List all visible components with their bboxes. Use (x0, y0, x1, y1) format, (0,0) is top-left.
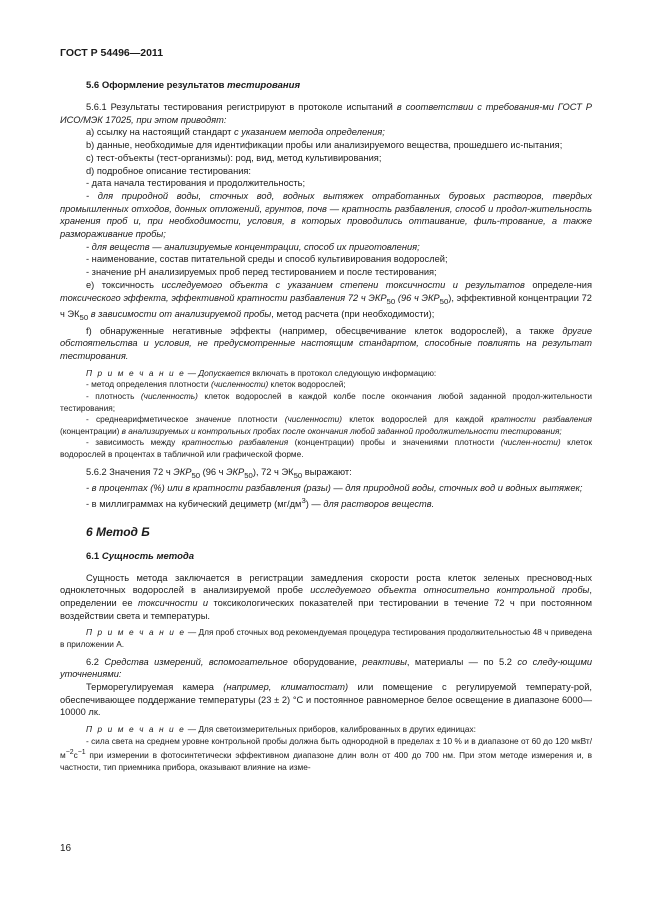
section-6-heading: 6 Метод Б (86, 524, 150, 539)
note-5-6-item-1: - метод определения плотности (численности) клеток водорослей; (86, 379, 346, 390)
paragraph-5-6-2: 5.6.2 Значения 72 ч $ЭКР_{50}$ (96 ч $ЭКР_{50}$), 72 ч $ЭК_{50}$ выражают: (86, 466, 352, 480)
item-d-3: - для веществ — анализируемые концентрации, способ их приготовления; (86, 241, 420, 252)
note-6-2-item-1: - сила света на среднем уровне контрольной пробы должна быть однородной в пределах ± 10 % и в диапазоне от 60 до 120 мкВт/$м^{-2}с^{-1}$ при измерении в фотосинтетически эффективном диапазоне длин волн от 400 до 700 нм. При этом методе измерения и, в частности, тип приемника прибора, оказывают влияние на изме- (60, 735, 592, 772)
item-f: f) обнаруженные негативные эффекты (например, обесцвечивание клеток водорослей), а также другие обстоятельства и условия, не предусмотренные настоящим стандартом, способные повлиять на результат тестирования. (60, 325, 592, 362)
paragraph-5-6-2-item-1: - в процентах (%) или в кратности разбавления (разы) — для природной воды, сточных вод и водных вытяжек; (86, 483, 583, 494)
item-d-2: - для природной воды, сточных вод, водных вытяжек отработанных буровых растворов, твердых промышленных отходов, донных отложений, грунтов, почв — кратность разбавления, способ и продол-жительность хранения проб и, при необходимости, условия, в которых проводились оттаивание, филь-трование, а также размораживание пробы; (60, 190, 592, 240)
note-6-2: П р и м е ч а н и е — Для светоизмерительных приборов, калиброванных в других единицах: (86, 724, 476, 735)
section-5-6-heading: 5.6 Оформление результатов тестирования (86, 80, 301, 91)
page-content (60, 80, 592, 773)
standard-header: ГОСТ Р 54496—2011 (60, 47, 164, 59)
note-5-6-item-2: - плотность (численность) клеток водорослей в каждой колбе после окончания любой заданной продол-жительности тестирования; (60, 390, 593, 413)
note-5-6: П р и м е ч а н и е — Допускается включать в протокол следующую информацию: (86, 367, 437, 378)
paragraph-6-2-chamber: Терморегулируемая камера (например, климатостат) или помещение с регулируемой температу-рой, обеспечивающее поддержание температуры (23 ± 2) °С и постоянное равномерное белое освещение в диапазоне 6000—10000 лк. (60, 682, 592, 718)
item-d-4: - наименование, состав питательной среды и способ культивирования водорослей; (86, 254, 448, 265)
section-6-1-heading: 6.1 Сущность метода (86, 550, 195, 562)
page-number: 16 (60, 843, 72, 854)
item-e: е) токсичность исследуемого объекта с указанием степени токсичности и результатов определе-ния токсического эффекта, эффективной кратности разбавления 72 ч $ЭКР_{50}$ (96 ч $ЭКР_{50}$), эффективной концентрации 72 ч $ЭК_{50}$ в зависимости от анализируемой пробы, метод расчета (при необходимости); (60, 279, 593, 322)
item-d-1: - дата начала тестирования и продолжительность; (86, 178, 306, 189)
paragraph-6-2: 6.2 Средства измерений, вспомогательное оборудование, реактивы, материалы — по 5.2 со следу-ющими уточнениями: (60, 656, 592, 680)
item-d: d) подробное описание тестирования: (86, 165, 252, 176)
note-6-1: П р и м е ч а н и е — Для проб сточных вод рекомендуемая процедура тестирования продолжительностью 48 ч приведена в приложении А. (60, 627, 592, 649)
paragraph-6-1: Сущность метода заключается в регистрации замедления скорости роста клеток зеленых пресновод-ных одноклеточных водорослей в анализируемой пробе исследуемого объекта относительно контрольной пробы, определении ее токсичности и токсикологических показателей при тестировании в течение 72 ч при постоянном воздействии света и температуры. (60, 572, 592, 621)
item-c: с) тест-объекты (тест-организмы): род, вид, метод культивирования; (86, 152, 382, 163)
paragraph-5-6-1: 5.6.1 Результаты тестирования регистрируют в протоколе испытаний в соответствии с требования-ми ГОСТ Р ИСО/МЭК 17025, при этом приводят: (60, 102, 593, 125)
note-5-6-item-4: - зависимость между кратностью разбавления (концентрации) пробы и значениями плотности (числен-ности) клеток водорослей в процентах в табличной или графической форме. (60, 437, 592, 459)
paragraph-5-6-2-item-2: - в миллиграммах на кубический дециметр $(мг/дм^3)$ — для растворов веществ. (86, 495, 435, 509)
note-5-6-item-3: - среднеарифметическое значение плотности (численности) клеток водорослей для каждой кратности разбавления (концентрации) в анализируемых и контрольных пробах после окончания любой заданной продолжительности тестирования; (60, 414, 592, 436)
item-d-5: - значение pH анализируемых проб перед тестированием и после тестирования; (86, 267, 437, 278)
item-b: b) данные, необходимые для идентификации пробы или анализируемого вещества, прошедшего ис-пытания; (86, 140, 563, 151)
item-a: а) ссылку на настоящий стандарт с указанием метода определения; (86, 127, 385, 138)
